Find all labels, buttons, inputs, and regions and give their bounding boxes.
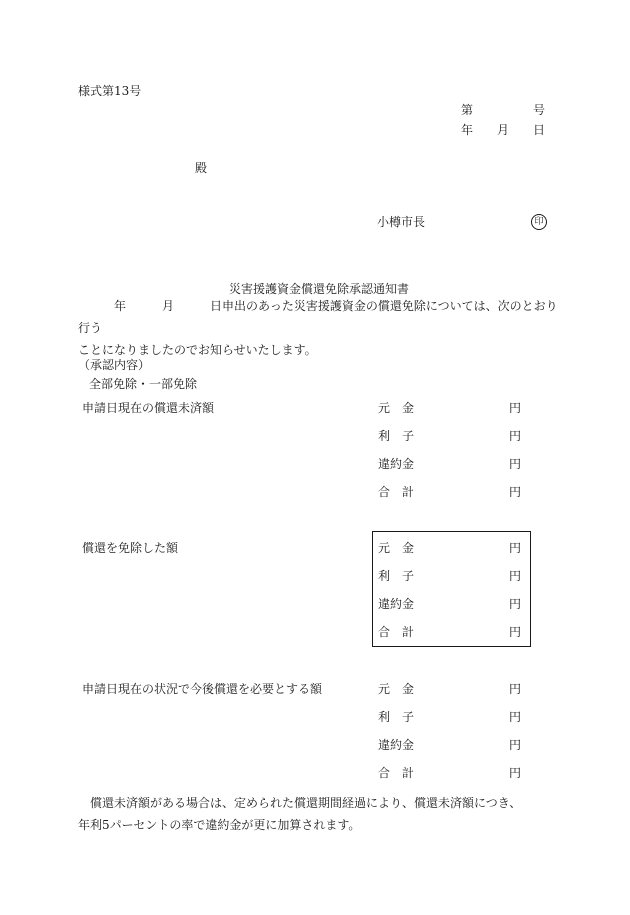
approval-type: 全部免除・一部免除 (89, 377, 198, 391)
row-unit: 円 (509, 485, 522, 499)
row-label: 元 金 (378, 401, 415, 415)
row-label: 利 子 (378, 710, 415, 724)
doc-number-dai: 第 (461, 103, 474, 117)
row-unit: 円 (509, 429, 522, 443)
row-label: 違約金 (378, 457, 415, 471)
row-label: 合 計 (378, 485, 415, 499)
body-line-1: 年 月 日申出のあった災害援護資金の償還免除については、次のとおり行う (78, 299, 558, 335)
note-line-2: 年利5パーセントの率で違約金が更に加算されます。 (78, 818, 361, 832)
row-label: 元 金 (378, 541, 415, 555)
section-remaining-label: 申請日現在の状況で今後償還を必要とする額 (82, 682, 323, 696)
body-text (78, 295, 558, 361)
row-label: 利 子 (378, 429, 415, 443)
section-outstanding-label: 申請日現在の償還未済額 (82, 401, 215, 415)
seal-mark: 印 (531, 214, 547, 230)
date-day: 日 (533, 123, 546, 137)
form-number: 様式第13号 (78, 84, 142, 98)
note-text (78, 792, 558, 836)
row-unit: 円 (509, 569, 522, 583)
row-label: 元 金 (378, 682, 415, 696)
doc-number-go: 号 (533, 103, 546, 117)
row-unit: 円 (509, 457, 522, 471)
row-unit: 円 (509, 710, 522, 724)
body-line-2: ことになりましたのでお知らせいたします。 (78, 343, 317, 357)
row-unit: 円 (509, 738, 522, 752)
row-unit: 円 (509, 766, 522, 780)
issuer-name: 小樽市長 (377, 215, 426, 229)
note-line-1: 償還未済額がある場合は、定められた償還期間経過により、償還未済額につき、 (78, 796, 522, 810)
document-title: 災害援護資金償還免除承認通知書 (229, 282, 410, 296)
addressee-suffix: 殿 (195, 161, 208, 175)
row-label: 違約金 (378, 597, 415, 611)
row-unit: 円 (509, 541, 522, 555)
row-label: 合 計 (378, 766, 415, 780)
approval-heading: （承認内容） (78, 358, 151, 372)
row-unit: 円 (509, 401, 522, 415)
date-month: 月 (497, 123, 510, 137)
row-unit: 円 (509, 597, 522, 611)
row-unit: 円 (509, 625, 522, 639)
row-unit: 円 (509, 682, 522, 696)
date-year: 年 (461, 123, 474, 137)
section-exempted-label: 償還を免除した額 (82, 541, 179, 555)
row-label: 違約金 (378, 738, 415, 752)
row-label: 合 計 (378, 625, 415, 639)
row-label: 利 子 (378, 569, 415, 583)
